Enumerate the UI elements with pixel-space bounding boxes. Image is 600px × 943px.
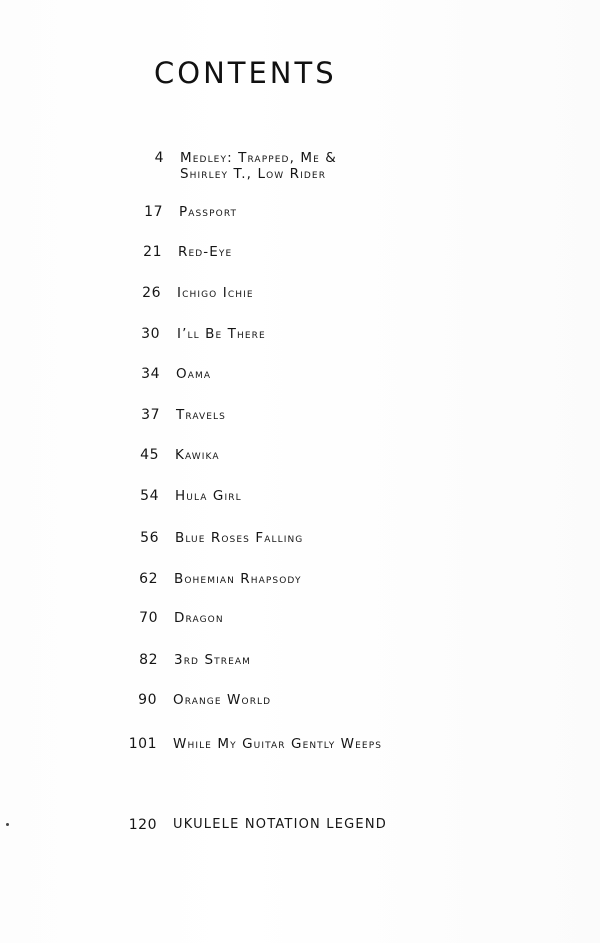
toc-page-number: 120: [128, 817, 157, 833]
toc-entry-blue-roses-falling[interactable]: [0, 530, 600, 550]
toc-entry-kawika[interactable]: [0, 447, 600, 467]
toc-page-number: 34: [141, 366, 160, 382]
toc-page-number: 90: [138, 692, 157, 708]
toc-entry-passport[interactable]: [0, 204, 600, 224]
page-title: CONTENTS: [154, 56, 337, 90]
toc-page-number: 62: [139, 571, 158, 587]
toc-title: Hula Girl: [175, 488, 242, 504]
toc-page-number: 4: [154, 150, 164, 166]
toc-entry-oama[interactable]: [0, 366, 600, 386]
toc-page-number: 45: [140, 447, 159, 463]
toc-entry-medley[interactable]: [0, 150, 600, 182]
toc-entry-bohemian-rhapsody[interactable]: [0, 571, 600, 591]
toc-page-number: 56: [140, 530, 159, 546]
toc-page-number: 17: [144, 204, 163, 220]
toc-title: Oama: [176, 366, 212, 382]
toc-page-number: 26: [142, 285, 161, 301]
toc-title: Blue Roses Falling: [175, 530, 304, 546]
toc-title: Ichigo Ichie: [177, 285, 254, 301]
toc-entry-while-my-guitar-gently-weeps[interactable]: [0, 736, 600, 756]
toc-title: Bohemian Rhapsody: [174, 571, 302, 587]
toc-page-number: 101: [128, 736, 157, 752]
toc-page-number: 21: [143, 244, 162, 260]
toc-entry-ukulele-notation-legend[interactable]: [0, 817, 600, 837]
toc-title: Dragon: [174, 610, 224, 626]
toc-entry-hula-girl[interactable]: [0, 488, 600, 508]
toc-title-line-1: Medley: Trapped, Me &: [180, 150, 337, 166]
print-speck: [6, 823, 9, 826]
toc-title-line-2: Shirley T., Low Rider: [180, 166, 327, 182]
toc-entry-orange-world[interactable]: [0, 692, 600, 712]
toc-page-number: 54: [140, 488, 159, 504]
toc-title: UKULELE NOTATION LEGEND: [173, 817, 387, 832]
toc-title: Red-Eye: [178, 244, 233, 260]
toc-entry-ichigo-ichie[interactable]: [0, 285, 600, 305]
toc-page-number: 82: [139, 652, 158, 668]
toc-title: Passport: [179, 204, 238, 220]
toc-title: Travels: [176, 407, 226, 423]
toc-title: Orange World: [173, 692, 272, 708]
toc-title: 3rd Stream: [174, 652, 251, 668]
toc-entry-travels[interactable]: [0, 407, 600, 427]
toc-page-number: 70: [139, 610, 158, 626]
toc-page-number: 37: [141, 407, 160, 423]
toc-title: Kawika: [175, 447, 220, 463]
toc-title: [180, 150, 337, 182]
toc-entry-red-eye[interactable]: [0, 244, 600, 264]
toc-entry-dragon[interactable]: [0, 610, 600, 630]
toc-title: I’ll Be There: [177, 326, 266, 342]
toc-entry-3rd-stream[interactable]: [0, 652, 600, 672]
toc-page-number: 30: [141, 326, 160, 342]
toc-title: While My Guitar Gently Weeps: [173, 736, 383, 752]
toc-entry-ill-be-there[interactable]: [0, 326, 600, 346]
